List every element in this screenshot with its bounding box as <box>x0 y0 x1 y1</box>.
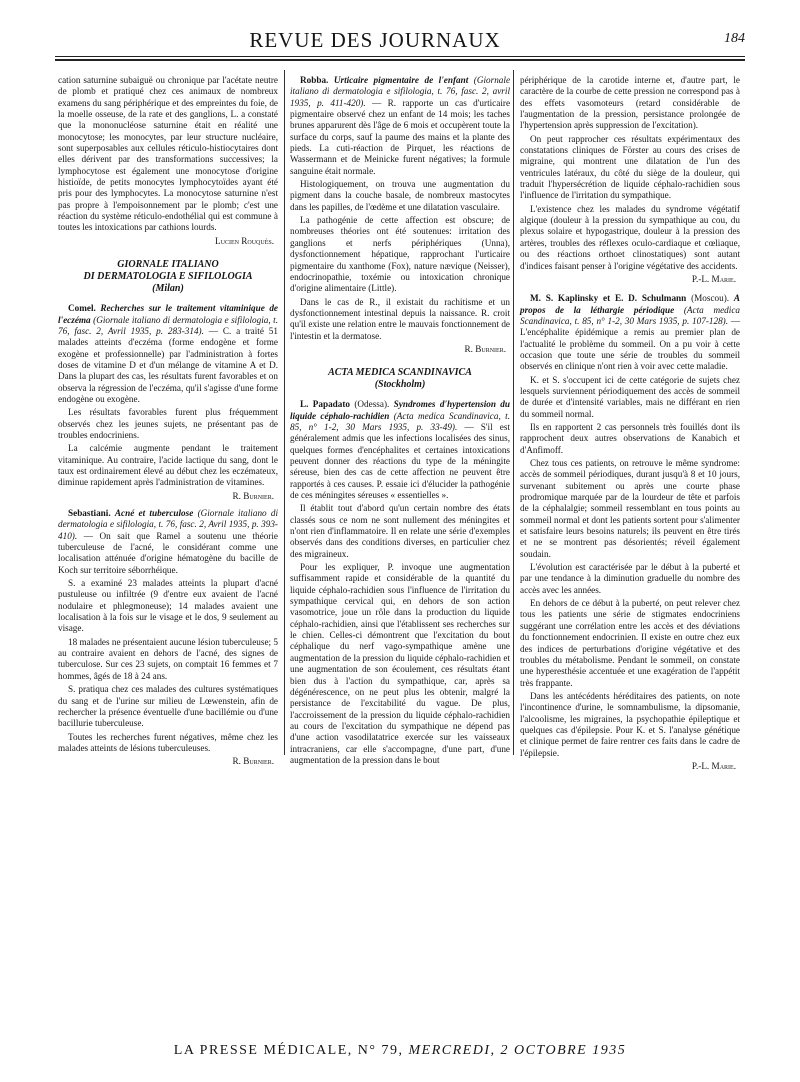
column-middle <box>290 75 510 768</box>
paragraph: En dehors de ce début à la puberté, on peut relever chez tous les patients une série de stigmates endocriniens suggérant une corrélation entre les accès et des déviations du fonctionnement endocrinien. Il existe en outre chez eux des indices de perturbations d'origine végétative et des troubles du métabolisme. Pendant le sommeil, on constate une hyperesthésie accentuée et une exagération de l'appétit très frappante. <box>520 598 740 688</box>
paragraph: L'évolution est caractérisée par le début à la puberté et par une tendance à la diminution graduelle du nombre des accès avec les années. <box>520 562 740 595</box>
paragraph: Histologiquement, on trouva une augmentation du pigment dans la couche basale, de nombreux mastocytes dans les papilles, de l'œdème et une dilatation vasculaire. <box>290 179 510 212</box>
author-signature: R. Burnier. <box>464 343 506 354</box>
paragraph: S. a examiné 23 malades atteints la plupart d'acné pustuleuse ou infiltrée (9 d'entre eux avaient de l'acné nodulaire et phlegmoneuse); 14 malades avaient une localisation à la fois sur le visage et le dos, 9 seulement au visage. <box>58 578 278 634</box>
article-papadato: L. Papadato (Odessa). Syndromes d'hypertension du liquide céphalo-rachidien (Acta medica Scandinavica, t. 85, n° 1-2, 30 Mars 1935, p. 33-49). — S'il est généralement admis que les infections localisées des sinus, quelques formes d'encéphalites et certaines intoxications peuvent donner des réactions du type de la méningite séreuse, bien des cas de cette affection ne peuvent être rapportés à ces causes. P. essaie ici d'élucider la pathogénie de ces méningites séreuses « essentielles ». <box>290 399 511 500</box>
paragraph: Pour les expliquer, P. invoque une augmentation suffisamment rapide et considérable de la quantité du liquide céphalo-rachidien sous l'influence de l'irritation du sympathique cervical qui, en dehors de son action vasomotrice, joue un rôle dans la production du liquide céphalo-rachidien, ainsi que l'établissent ses recherches sur le chien. Celles-ci démontrent que l'excitation du bout céphalique du nerf vago-sympathique amène une augmentation de la pression du liquide céphalo-rachidien et une augmentation de son écoulement, ces résultats étant bien dus à l'action du sympathique, car, après sa dégénérescence, on ne peut plus les obtenir, malgré la persistance de l'excitabilité du vague. De plus, l'accroissement de la pression du liquide céphalo-rachidien au cours de l'excitation du sympathique ne dépend pas d'une action vasodilatatrice exercée sur les vaisseaux intracraniens, car elle s'accompagne, d'une part, d'une augmentation de la pression dans le bout <box>290 562 510 765</box>
author-signature: R. Burnier. <box>232 490 274 501</box>
article-kaplinsky: M. S. Kaplinsky et E. D. Schulmann (Moscou). A propos de la léthargie périodique (Acta medica Scandinavica, t. 85, n° 1-2, 30 Mars 1935, p. 107-128). — L'encéphalite épidémique a remis au premier plan de l'actualité le problème du sommeil. On a pu voir à cette occasion que toute une série de troubles du sommeil observés en clinique n'ont rien à voir avec cette maladie. <box>520 293 741 372</box>
paragraph: Ils en rapportent 2 cas personnels très fouillés dont ils rapprochent deux autres observations de Kanabich et d'Anfimoff. <box>520 421 740 455</box>
column-left <box>58 75 278 774</box>
article-robba: Robba. Urticaire pigmentaire de l'enfant (Giornale italiano di dermatologia e sifilologia, t. 76, fasc. 2, avril 1935, p. 411-420). — R. rapporte un cas d'urticaire pigmentaire observé chez un enfant de 14 mois; les taches brunes apparurent dès l'âge de 6 mois et occupèrent toute la surface du corps, sauf la paume des mains et la plante des pieds. La cuti-réaction de Pirquet, les réactions de Wassermann et de Meinicke furent négatives; la formule sanguine était normale. <box>290 75 511 176</box>
footer-publication: LA PRESSE MÉDICALE, N° 79, <box>173 1043 404 1058</box>
paragraph: La calcémie augmente pendant le traitement vitaminique. Au contraire, l'acide lactique du sang, dont le taux est ordinairement élevé au début chez les eczémateux, diminue rapidement après l'administration de vitamines. <box>58 443 278 488</box>
author-signature: P.-L. Marie. <box>691 760 736 771</box>
journal-heading: ACTA MEDICA SCANDINAVICA (Stockholm) <box>328 367 472 391</box>
article-sebastiani: Sebastiani. Acné et tuberculose (Giornale italiano di dermatologia e sifilologia, t. 76, fasc. 2, Avril 1935, p. 393-410). — On sait que Ramel a soutenu une théorie tuberculeuse de l'acné, le considérant comme une localisation atténuée d'origine hématogène du bacille de Koch sur territoire séborrhéique. <box>58 508 279 575</box>
paragraph: Chez tous ces patients, on retrouve le même syndrome: accès de sommeil périodiques, durant jusqu'à 8 et 10 jours, survenant subitement ou après une courte phase prodromique marquée par de la lourdeur de tête et parfois de la céphalalgie; sommeil ressemblant en tous points au sommeil normal et dont les patients sortent pour s'alimenter et satisfaire leurs besoins naturels; ils peuvent en être tirés et ne se montrent pas désorientés; réveil également soudain. <box>520 458 740 559</box>
paragraph: K. et S. s'occupent ici de cette catégorie de sujets chez lesquels surviennent périodiquement des accès de sommeil de durée et d'intensité variables, mais ne différant en rien du sommeil normal. <box>520 374 740 419</box>
paragraph: L'existence chez les malades du syndrome végétatif algique (douleur à la pression du sympathique au cou, du plexus solaire et hypogastrique, douleur à la pression des artères, troubles des réflexes oculo-cardiaque et cœliaque, ou des réactions orthoet clinostatiques) sont autant d'indices faisant penser à l'origine végétative des accidents. <box>520 203 740 271</box>
paragraph: Les résultats favorables furent plus fréquemment observés chez les jeunes sujets, ne présentant pas de troubles endocriniens. <box>58 407 278 440</box>
paragraph: périphérique de la carotide interne et, d'autre part, le caractère de la courbe de cette pression ne correspond pas à des effets vasomoteurs (retard considérable de l'augmentation de la pression, persistance prolongée de l'hypertension après suppression de l'excitation). <box>520 75 740 131</box>
page-header <box>55 28 745 52</box>
header-rule <box>55 56 745 57</box>
column-divider <box>284 70 285 755</box>
paragraph: Il établit tout d'abord qu'un certain nombre des états classés sous ce nom ne sont nullement des méningites et n'ont rien d'inflammatoire. Il en relate une série d'exemples observés dans des conditions diverses, en particulier chez des migraineux. <box>290 503 510 559</box>
journal-section-title: REVUE DES JOURNAUX <box>249 28 501 52</box>
paragraph: Toutes les recherches furent négatives, même chez les malades atteints de lésions tuberculeuses. <box>58 731 278 753</box>
column-right <box>520 75 740 778</box>
author-signature: P.-L. Marie. <box>691 273 736 284</box>
paragraph: S. pratiqua chez ces malades des cultures systématiques du sang et de l'urine sur milieu de Lœwenstein, afin de rechercher la présence éventuelle d'une bacillémie ou d'une bacillurie tuberculeuse. <box>58 684 278 729</box>
footer-date: MERCREDI, 2 OCTOBRE 1935 <box>408 1043 627 1058</box>
paragraph: 18 malades ne présentaient aucune lésion tuberculeuse; 5 au contraire avaient en dehors de l'acné, des signes de tuberculose. Sur ces 23 sujets, on comptait 16 femmes et 7 hommes, âgés de 18 à 24 ans. <box>58 636 278 681</box>
paragraph: cation saturnine subaiguë ou chronique par l'acétate neutre de plomb et pratiqué chez ces animaux de nombreux examens du sang périphérique et des empreintes du foie, de la moelle osseuse, de la rate et des ganglions, L. a constaté que la mononucléose saturnine était en réalité une monocytose; les monocytes, par leur structure nucléaire, sont superposables aux cellules réticulo-histiocytaires dont elles dérivent par des transformations successives; la lymphocytose est également une monocytose d'origine histioïde, de petits monocytes lymphocytoïdes ayant été pris pour des lymphocytes. La monocytose saturnine n'est pas propre à l'empoisonnement par le plomb; c'est une réaction du système réticulo-endothélial qui est commune à toutes les intoxications par cathions lourds. <box>58 75 278 233</box>
paragraph: On peut rapprocher ces résultats expérimentaux des constatations cliniques de Förster au cours des crises de migraine, qui montrent une dilatation de l'un des ventricules latéraux, du côté du siège de la douleur, qui traduit l'hypersécrétion de liquide céphalo-rachidien sous l'influence de l'irritation du sympathique. <box>520 133 740 201</box>
page-number: 184 <box>724 31 745 46</box>
page-footer <box>55 1043 745 1059</box>
author-signature: Lucien Rouquès. <box>215 235 274 246</box>
header-rule-thick <box>55 59 745 61</box>
journal-heading: GIORNALE ITALIANO DI DERMATOLOGIA E SIFILOLOGIA (Milan) <box>83 259 253 295</box>
author-signature: R. Burnier. <box>232 756 274 767</box>
article-comel: Comel. Recherches sur le traitement vitaminique de l'eczéma (Giornale italiano di dermatologia e sifilologia, t. 76, fasc. 2, Avril 1935, p. 283-314). — C. a traité 51 malades atteints d'eczéma (forme endogène et forme exogène et professionnelle) par l'administration à fortes doses de vitamine D et d'un mélange de vitamine A et D. Dans la plupart des cas, les résultats furent favorables et on observa la régression de l'eczéma, qu'il s'agisse d'une forme endogène ou exogène. <box>58 303 279 404</box>
column-divider <box>513 70 514 755</box>
paragraph: Dans le cas de R., il existait du rachitisme et un dysfonctionnement intestinal depuis la naissance. R. croit qu'il existe une relation entre le mauvais fonctionnement de l'intestin et la dermatose. <box>290 296 510 341</box>
paragraph: La pathogénie de cette affection est obscure; de nombreuses théories ont été soutenues: irritation des ganglions et nerfs périphériques (Unna), dysfonctionnement hépatique, rapprochant l'urticaire pigmentaire du xanthome (Fox), nature nævique (Neisser), endocrinopathie, toxémie ou intoxication chronique d'origine alimentaire (Little). <box>290 215 510 294</box>
paragraph: Dans les antécédents héréditaires des patients, on note l'incontinence d'urine, le somnambulisme, la dipsomanie, l'alcoolisme, les migraines, la psychopathie épileptique et quelques cas d'épilepsie. Pour K. et S. l'analyse génétique et clinique permet de faire rentrer ces faits dans le cadre de l'épilepsie. <box>520 690 740 758</box>
